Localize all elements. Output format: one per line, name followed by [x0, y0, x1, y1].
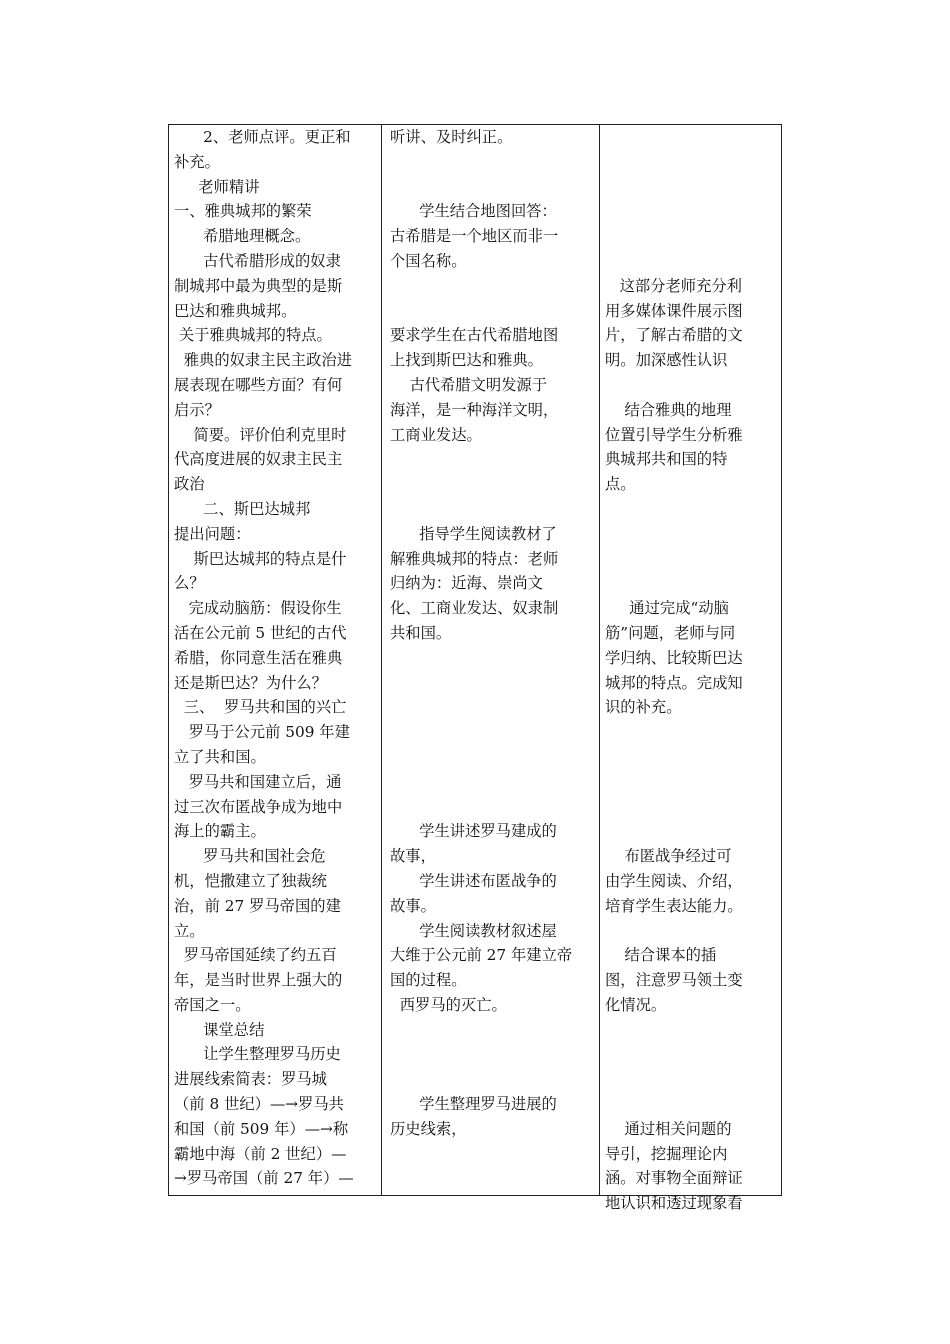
blank-line: [390, 175, 596, 200]
text-line: 学归纳、比较斯巴达: [605, 648, 743, 667]
text-line: 片，了解古希腊的文: [605, 326, 743, 345]
text-line: （前 8 世纪）—→罗马共: [174, 1095, 344, 1114]
text-line: 海洋，是一种海洋文明，: [390, 400, 559, 419]
blank-line: [390, 299, 596, 324]
blank-line: [605, 720, 775, 745]
text-line: 布匿战争经过可: [605, 847, 732, 866]
text-line: 明。加深感性认识: [605, 351, 728, 370]
text-line: 年，是当时世界上强大的: [174, 971, 343, 990]
text-line: 机，恺撒建立了独裁统: [174, 871, 327, 890]
text-line: 化、工商业发达、奴隶制: [390, 599, 559, 618]
blank-line: [605, 571, 775, 596]
text-line: 大维于公元前 27 年建立帝: [390, 946, 573, 965]
blank-line: [390, 695, 596, 720]
blank-line: [390, 1067, 596, 1092]
text-line: 还是斯巴达？为什么？: [174, 673, 327, 692]
teacher-activity-column: [174, 125, 374, 1191]
blank-line: [390, 745, 596, 770]
text-line: 简要。评价伯利克里时: [174, 425, 347, 444]
text-line: 海上的霸主。: [174, 822, 266, 841]
blank-line: [390, 274, 596, 299]
blank-line: [605, 795, 775, 820]
blank-line: [390, 646, 596, 671]
text-line: 罗马于公元前 509 年建: [174, 723, 350, 742]
blank-line: [605, 125, 775, 150]
text-line: 罗马帝国延续了约五百: [174, 946, 337, 965]
text-line: 古代希腊形成的奴隶: [174, 251, 341, 270]
text-line: 巴达和雅典城邦。: [174, 301, 297, 320]
text-line: 学生讲述罗马建成的: [390, 822, 557, 841]
blank-line: [390, 447, 596, 472]
text-line: 和国（前 509 年）—→称: [174, 1119, 349, 1138]
blank-line: [605, 745, 775, 770]
text-line: 治，前 27 罗马帝国的建: [174, 896, 341, 915]
text-line: 学生讲述布匿战争的: [390, 871, 557, 890]
blank-line: [605, 1092, 775, 1117]
text-line: 故事，: [390, 847, 436, 866]
text-line: 二、斯巴达城邦: [174, 499, 311, 518]
text-line: 共和国。: [390, 623, 452, 642]
text-line: 听讲、及时纠正。: [390, 128, 513, 146]
text-line: 点。: [605, 475, 636, 494]
text-line: 代高度进展的奴隶主民主: [174, 450, 343, 469]
text-line: 让学生整理罗马历史: [174, 1045, 341, 1064]
blank-line: [605, 199, 775, 224]
text-line: 立了共和国。: [174, 747, 266, 766]
text-line: 罗马共和国社会危: [174, 847, 326, 866]
text-line: 用多媒体课件展示图: [605, 301, 743, 320]
text-line: 地认识和透过现象看: [605, 1194, 743, 1213]
text-line: 政治: [174, 475, 205, 494]
text-line: 图，注意罗马领土变: [605, 971, 743, 990]
text-line: 国的过程。: [390, 971, 467, 990]
blank-line: [605, 497, 775, 522]
text-line: 通过相关问题的: [605, 1119, 732, 1138]
blank-line: [605, 1042, 775, 1067]
blank-line: [605, 249, 775, 274]
blank-line: [390, 472, 596, 497]
text-line: 结合课本的插: [605, 946, 717, 965]
text-line: 通过完成“动脑: [605, 599, 729, 618]
blank-line: [390, 1018, 596, 1043]
text-line: 识的补充。: [605, 698, 682, 717]
text-line: 斯巴达城邦的特点是什: [174, 549, 347, 568]
text-line: 古希腊是一个地区而非一: [390, 227, 559, 246]
blank-line: [605, 919, 775, 944]
blank-line: [390, 770, 596, 795]
blank-line: [605, 175, 775, 200]
text-line: 三、 罗马共和国的兴亡: [174, 698, 347, 717]
blank-line: [390, 1042, 596, 1067]
text-line: 由学生阅读、介绍，: [605, 871, 743, 890]
blank-line: [605, 1067, 775, 1092]
blank-line: [390, 671, 596, 696]
text-line: 提出问题：: [174, 524, 251, 543]
text-line: 城邦的特点。完成知: [605, 673, 743, 692]
text-line: 个国名称。: [390, 251, 467, 270]
text-line: 制城邦中最为典型的是斯: [174, 276, 343, 295]
text-line: 补充。: [174, 152, 220, 171]
text-line: 罗马共和国建立后，通: [174, 772, 342, 791]
student-activity-column: [390, 125, 596, 1142]
text-line: 归纳为：近海、崇尚文: [390, 574, 543, 593]
text-line: 希腊，你同意生活在雅典: [174, 648, 343, 667]
text-line: 这部分老师充分利: [605, 276, 742, 295]
blank-line: [605, 547, 775, 572]
text-line: 指导学生阅读教材了: [390, 524, 557, 543]
text-line: 活在公元前 5 世纪的古代: [174, 623, 347, 642]
text-line: 上找到斯巴达和雅典。: [390, 351, 543, 370]
text-line: 启示？: [174, 400, 220, 419]
column-divider: [599, 125, 600, 1195]
text-line: 要求学生在古代希腊地图: [390, 326, 559, 345]
blank-line: [605, 373, 775, 398]
text-line: 课堂总结: [174, 1020, 265, 1039]
text-line: 过三次布匿战争成为地中: [174, 797, 343, 816]
text-line: 希腊地理概念。: [174, 227, 311, 246]
text-line: 故事。: [390, 896, 436, 915]
text-line: 展表现在哪些方面？有何: [174, 375, 343, 394]
blank-line: [605, 819, 775, 844]
lesson-plan-table: [168, 124, 782, 1213]
text-line: 工商业发达。: [390, 425, 482, 444]
column-divider: [381, 125, 382, 1195]
text-line: 关于雅典城邦的特点。: [174, 326, 332, 345]
text-line: 导引，挖掘理论内: [605, 1144, 728, 1163]
blank-line: [605, 224, 775, 249]
text-line: 进展线索简表：罗马城: [174, 1070, 327, 1089]
text-line: 么？: [174, 574, 205, 593]
text-line: 化情况。: [605, 995, 667, 1014]
text-line: 古代希腊文明发源于: [390, 375, 548, 394]
blank-line: [605, 1018, 775, 1043]
text-line: 一、雅典城邦的繁荣: [174, 202, 312, 221]
text-line: 雅典的奴隶主民主政治进: [174, 351, 352, 370]
blank-line: [390, 720, 596, 745]
text-line: 典城邦共和国的特: [605, 450, 728, 469]
text-line: 结合雅典的地理: [605, 400, 732, 419]
text-line: 立。: [174, 921, 205, 940]
blank-line: [390, 497, 596, 522]
text-line: 历史线索，: [390, 1119, 467, 1138]
blank-line: [605, 150, 775, 175]
text-line: 西罗马的灭亡。: [390, 995, 507, 1014]
text-line: 霸地中海（前 2 世纪）—: [174, 1144, 347, 1163]
text-line: 筋”问题，老师与同: [605, 623, 736, 642]
text-line: 培育学生表达能力。: [605, 896, 743, 915]
blank-line: [390, 795, 596, 820]
text-line: 帝国之一。: [174, 995, 251, 1014]
text-line: 学生阅读教材叙述屋: [390, 921, 557, 940]
blank-line: [605, 770, 775, 795]
text-line: 老师精讲: [174, 177, 260, 196]
text-line: 学生整理罗马进展的: [390, 1095, 557, 1114]
text-line: 涵。对事物全面辩证: [605, 1169, 743, 1188]
text-line: 学生结合地图回答：: [390, 202, 557, 221]
design-intent-column: [605, 125, 775, 1216]
blank-line: [390, 150, 596, 175]
text-line: 完成动脑筋：假设你生: [174, 599, 342, 618]
text-line: 位置引导学生分析雅: [605, 425, 743, 444]
text-line: →罗马帝国（前 27 年）—: [174, 1169, 354, 1188]
blank-line: [605, 522, 775, 547]
text-line: 2、老师点评。更正和: [174, 128, 351, 146]
text-line: 解雅典城邦的特点：老师: [390, 549, 559, 568]
